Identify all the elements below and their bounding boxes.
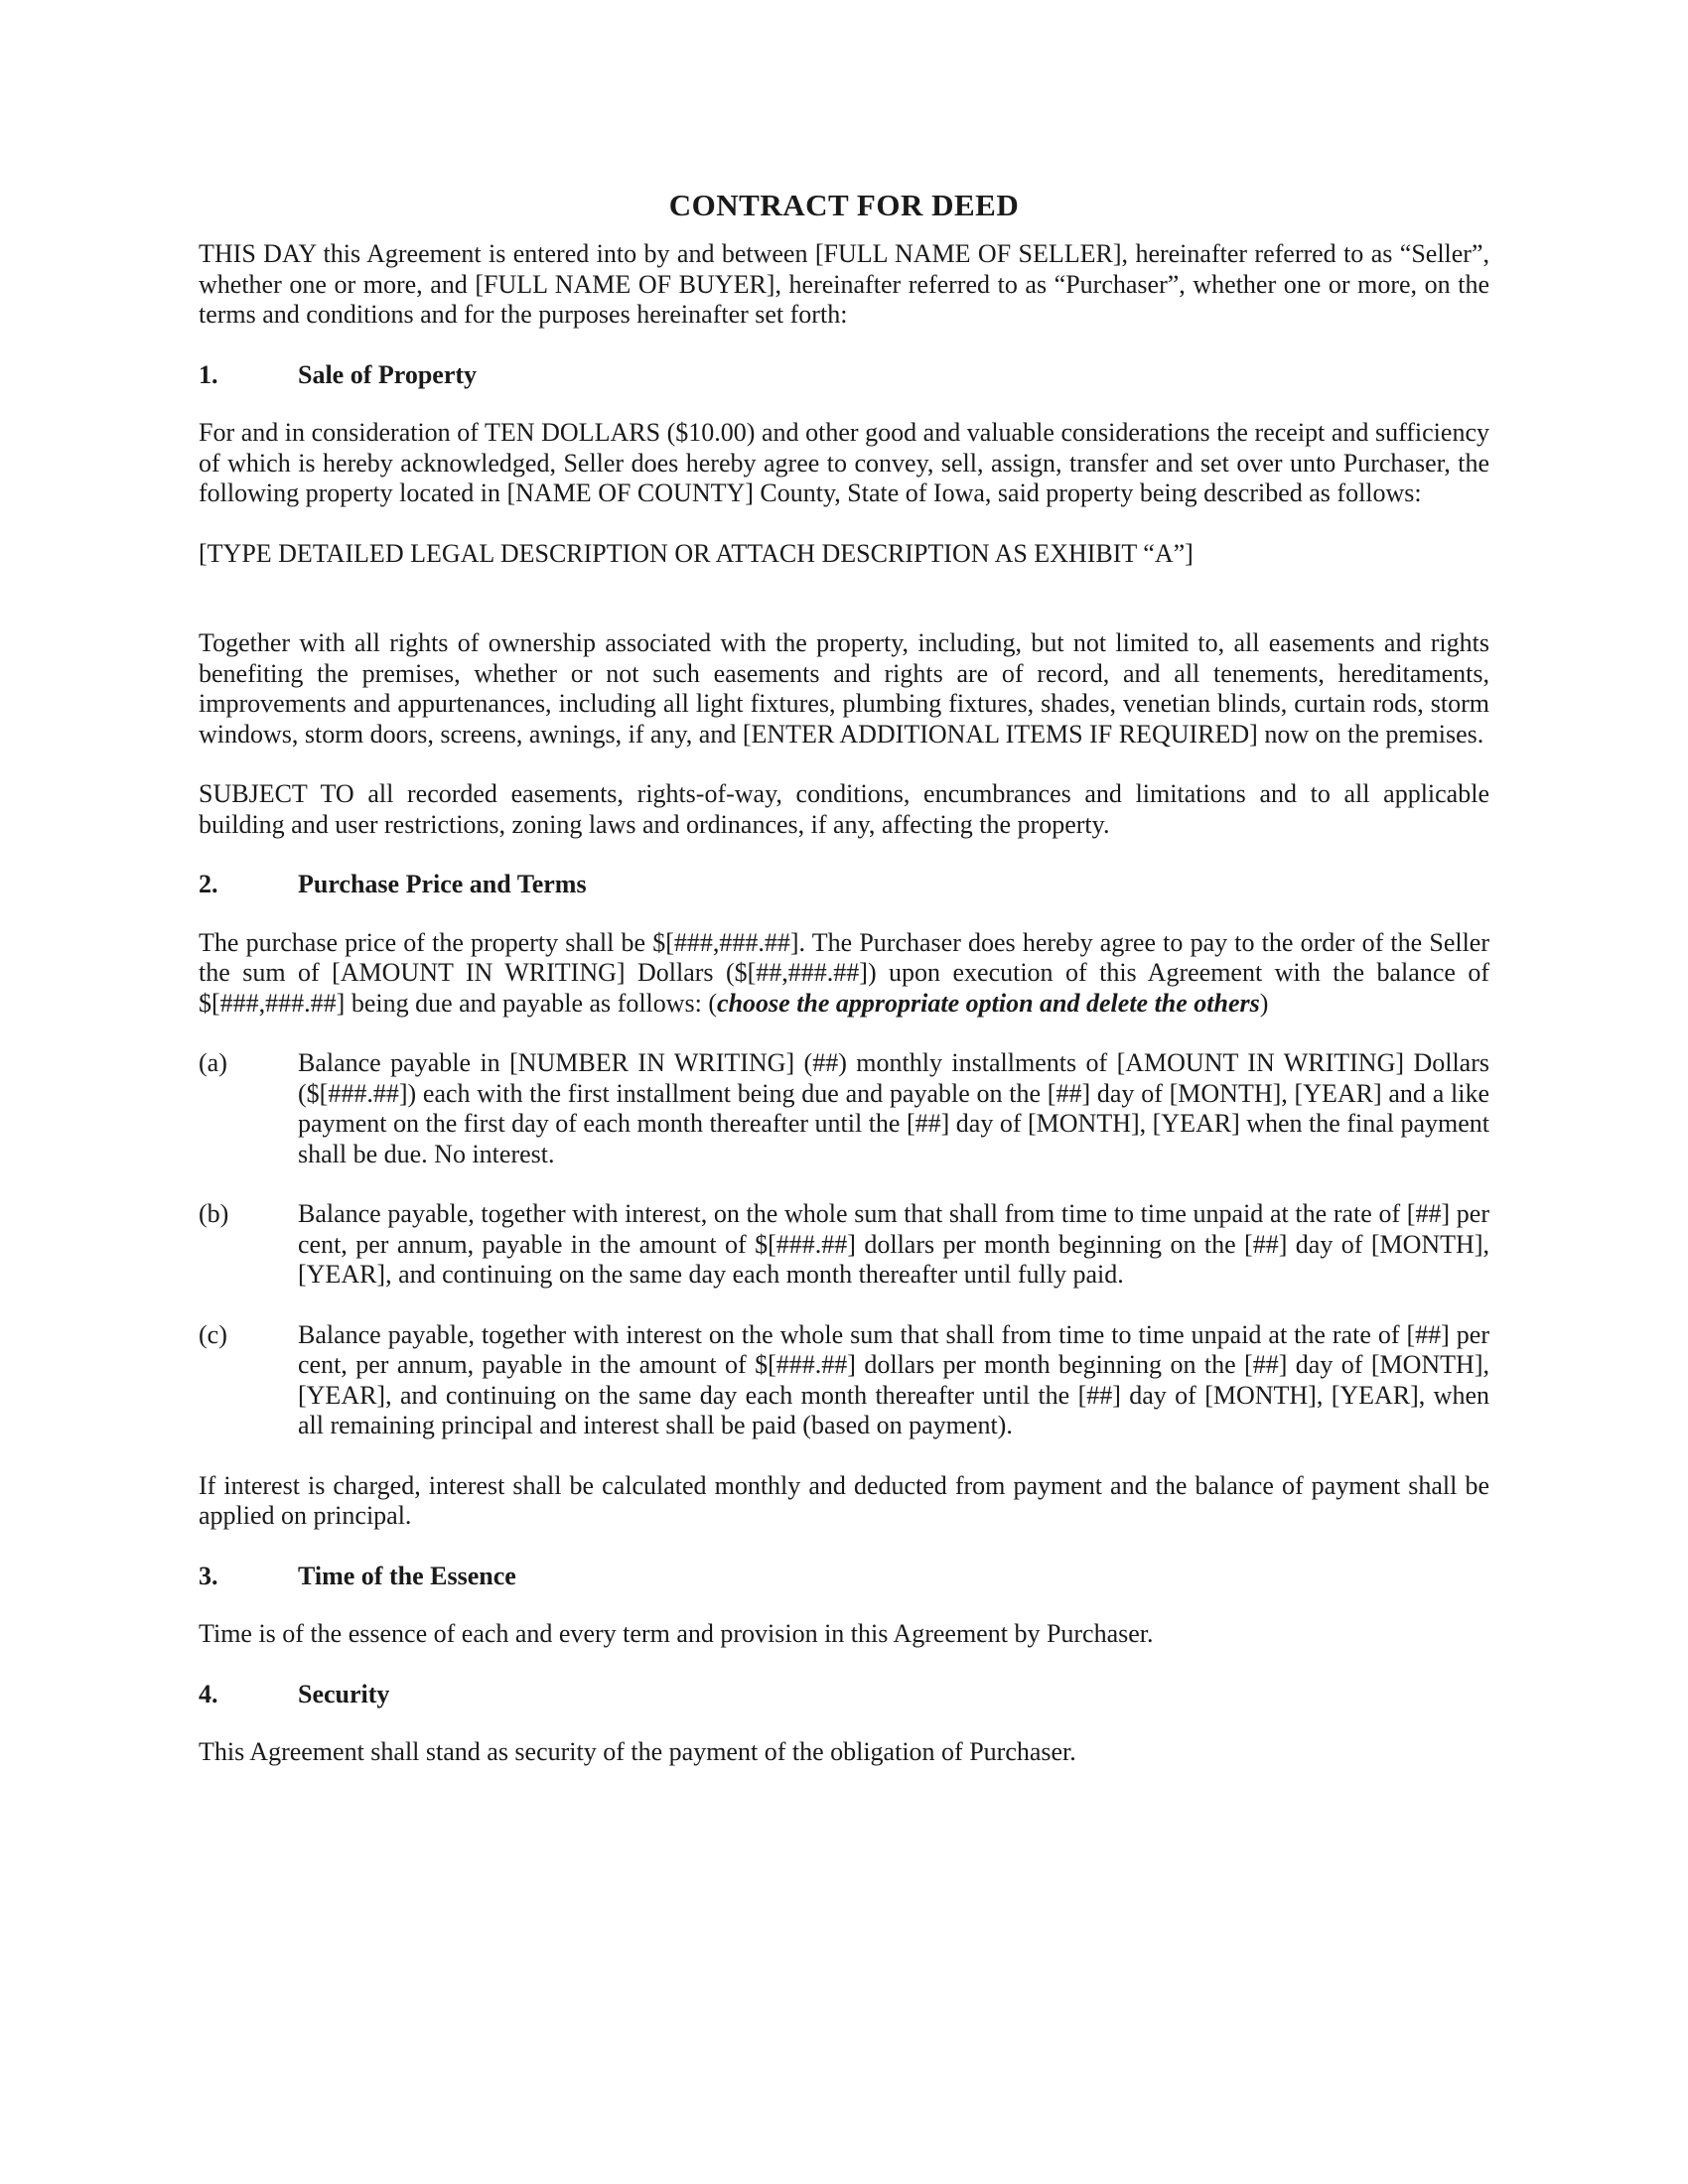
legal-description-placeholder: [TYPE DETAILED LEGAL DESCRIPTION OR ATTACH DESCRIPTION AS EXHIBIT “A”] [199,538,1194,568]
option-label: (b) [199,1199,229,1228]
section-heading-time-of-essence [199,1562,1489,1592]
section-number: 1. [199,359,218,389]
intro-paragraph: THIS DAY this Agreement is entered into by and between [FULL NAME OF SELLER], hereinafter referred to as “Seller”, whether one or more, and [FULL NAME OF BUYER], hereinafter referred to as “Purchaser”, whether one or more, on the terms and conditions and for the purposes hereinafter set forth: [199,239,1489,329]
time-of-essence-paragraph: Time is of the essence of each and every term and provision in this Agreement by Purchaser. [199,1619,1154,1648]
interest-paragraph: If interest is charged, interest shall be calculated monthly and deducted from payment and the balance of payment shall be applied on principal. [199,1470,1489,1530]
payment-option-a [199,1048,1489,1169]
option-text: Balance payable, together with interest, on the whole sum that shall from time to time unpaid at the rate of [##] per cent, per annum, payable in the amount of $[###.##] dollars per month beginning on the [##] day of [MONTH], [YEAR], and continuing on the same day each month thereafter until fully paid. [298,1199,1489,1289]
purchase-price-paragraph [199,928,1489,1020]
section-number: 4. [199,1679,218,1708]
option-text: Balance payable in [NUMBER IN WRITING] (##) monthly installments of [AMOUNT IN WRITING] Dollars ($[###.##]) each with the first installment being due and payable on the [##] day of [MONTH], [YEAR] and a like payment on the first day of each month thereafter until the [##] day of [MONTH], [YEAR] when the final payment shall be due. No interest. [298,1048,1489,1168]
section-heading-security [199,1680,1489,1710]
section-title: Security [298,1679,390,1708]
document-title: CONTRACT FOR DEED [668,188,1020,222]
sale-paragraph: For and in consideration of TEN DOLLARS ($10.00) and other good and valuable considerations the receipt and sufficiency of which is hereby acknowledged, Seller does hereby agree to convey, sell, assign, transfer and set over unto Purchaser, the following property located in [NAME OF COUNTY] County, State of Iowa, said property being described as follows: [199,418,1489,507]
rights-paragraph: Together with all rights of ownership associated with the property, including, but not limited to, all easements and rights benefiting the premises, whether or not such easements and rights are of record, and all tenements, hereditaments, improvements and appurtenances, including all light fixtures, plumbing fixtures, shades, venetian blinds, curtain rods, storm windows, storm doors, screens, awnings, if any, and [ENTER ADDITIONAL ITEMS IF REQUIRED] now on the premises. [199,628,1489,749]
section-heading-sale-of-property [199,360,1489,391]
section-title: Sale of Property [298,359,478,389]
option-text: Balance payable, together with interest on the whole sum that shall from time to time unpaid at the rate of [##] per cent, per annum, payable in the amount of $[###.##] dollars per month beginning on the [##] day of [MONTH], [YEAR], and continuing on the same day each month thereafter until the [##] day of [MONTH], [YEAR], when all remaining principal and interest shall be paid (based on payment). [298,1319,1489,1439]
purchase-price-text-end: ) [1259,988,1269,1018]
purchase-price-text: The purchase price of the property shall be $[###,###.##]. The Purchaser does hereby agree to pay to the order of the Seller the sum of [AMOUNT IN WRITING] Dollars ($[##,###.##]) upon execution of this Agreement with the balance of $[###,###.##] being due and payable as follows: ( [199,927,1489,1018]
section-number: 3. [199,1561,218,1590]
security-paragraph: This Agreement shall stand as security of the payment of the obligation of Purchaser. [199,1737,1076,1766]
section-title: Purchase Price and Terms [298,870,587,898]
section-heading-purchase-price [199,870,1489,900]
document-page [199,189,1489,1798]
payment-option-c [199,1320,1489,1441]
section-title: Time of the Essence [298,1561,516,1590]
option-label: (a) [199,1048,227,1077]
section-number: 2. [199,870,218,898]
instruction-note: choose the appropriate option and delete the others [717,988,1260,1018]
option-label: (c) [199,1319,227,1349]
subject-to-paragraph: SUBJECT TO all recorded easements, rights-of-way, conditions, encumbrances and limitations and to all applicable building and user restrictions, zoning laws and ordinances, if any, affecting the property. [199,779,1489,839]
payment-option-b [199,1199,1489,1291]
